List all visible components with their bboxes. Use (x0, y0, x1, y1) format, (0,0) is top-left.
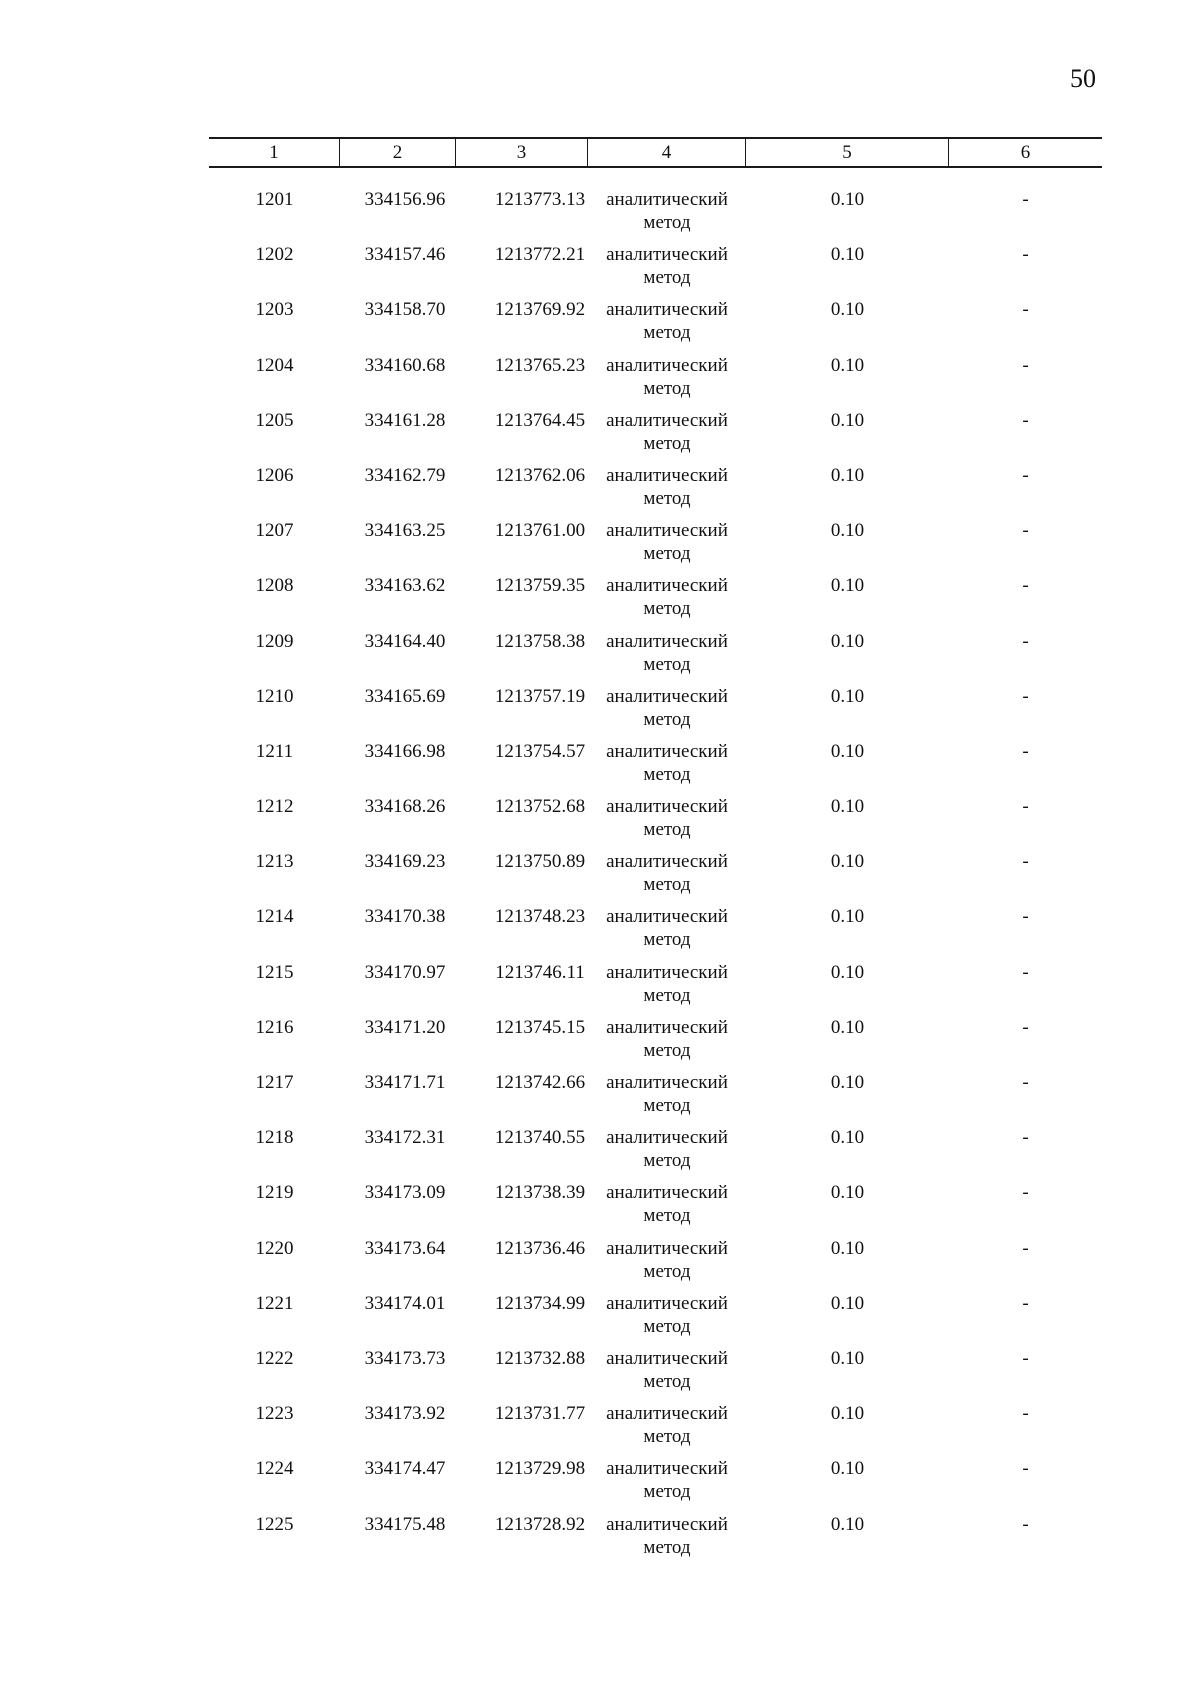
method-line-2: метод (643, 1370, 691, 1392)
method-line-2: метод (643, 819, 691, 841)
coordinate-x: 334171.71 (364, 1072, 446, 1093)
point-number: 1225 (255, 1513, 294, 1535)
description-value: - (1022, 796, 1029, 818)
accuracy-value: 0.10 (830, 1182, 865, 1204)
column-header-1: 1 (209, 139, 340, 166)
method-line-2: метод (643, 377, 691, 399)
coordinate-x: 334173.92 (364, 1403, 446, 1425)
description-value: - (1022, 575, 1029, 597)
table-row (209, 243, 1102, 298)
method-line-1: аналитический (606, 851, 728, 873)
column-header-2: 2 (340, 139, 456, 166)
description-value: - (1022, 630, 1029, 652)
method-line-2: метод (643, 322, 691, 344)
method-line-1: аналитический (606, 1016, 728, 1038)
description-value: - (1022, 244, 1029, 266)
table-row (209, 188, 1102, 243)
coordinate-x: 334156.96 (364, 189, 446, 210)
method-cell (588, 1071, 746, 1117)
method-cell (588, 519, 746, 565)
method-line-2: метод (643, 763, 691, 785)
method-line-1: аналитический (606, 1182, 728, 1204)
coordinate-x: 334161.28 (364, 409, 446, 431)
method-cell (588, 1292, 746, 1338)
point-number: 1215 (255, 961, 294, 983)
point-number: 1210 (255, 685, 294, 707)
point-number: 1211 (255, 740, 294, 762)
table-row (209, 1292, 1102, 1347)
point-number: 1217 (255, 1072, 294, 1093)
description-value: - (1022, 1403, 1029, 1425)
coordinate-y: 1213746.11 (495, 961, 585, 983)
point-number: 1218 (255, 1127, 294, 1149)
table-row (209, 1513, 1102, 1568)
method-line-1: аналитический (606, 1127, 728, 1149)
method-cell (588, 574, 746, 620)
description-value: - (1022, 1347, 1029, 1369)
coordinate-x: 334170.38 (364, 906, 446, 928)
coordinate-y: 1213745.15 (494, 1016, 586, 1038)
method-line-2: метод (643, 1481, 691, 1503)
method-line-2: метод (643, 1039, 691, 1061)
accuracy-value: 0.10 (830, 189, 865, 210)
coordinate-y: 1213736.46 (494, 1237, 586, 1259)
coordinate-x: 334166.98 (364, 740, 446, 762)
accuracy-value: 0.10 (830, 244, 865, 266)
coordinate-x: 334164.40 (364, 630, 446, 652)
method-line-2: метод (643, 432, 691, 454)
description-value: - (1022, 1458, 1029, 1480)
method-cell (588, 740, 746, 786)
description-value: - (1022, 1016, 1029, 1038)
table-row (209, 1402, 1102, 1457)
coordinate-y: 1213773.13 (494, 189, 586, 210)
description-value: - (1022, 740, 1029, 762)
method-cell (588, 243, 746, 289)
description-value: - (1022, 685, 1029, 707)
coordinate-x: 334162.79 (364, 464, 446, 486)
table-row (209, 1071, 1102, 1126)
method-line-2: метод (643, 1095, 691, 1116)
table-row (209, 1237, 1102, 1292)
method-cell (588, 1181, 746, 1227)
accuracy-value: 0.10 (830, 740, 865, 762)
coordinate-y: 1213754.57 (494, 740, 586, 762)
method-line-2: метод (643, 1426, 691, 1448)
coordinate-x: 334174.47 (364, 1458, 446, 1480)
table-row (209, 905, 1102, 960)
point-number: 1202 (255, 244, 294, 266)
point-number: 1208 (255, 575, 294, 597)
description-value: - (1022, 409, 1029, 431)
coordinate-x: 334163.62 (364, 575, 446, 597)
point-number: 1207 (255, 520, 294, 542)
table-row (209, 409, 1102, 464)
table-row (209, 464, 1102, 519)
table-row (209, 1457, 1102, 1512)
coordinate-y: 1213764.45 (494, 409, 586, 431)
coordinate-y: 1213752.68 (494, 796, 586, 818)
method-line-1: аналитический (606, 244, 728, 266)
column-header-5: 5 (746, 139, 949, 166)
accuracy-value: 0.10 (830, 685, 865, 707)
accuracy-value: 0.10 (830, 575, 865, 597)
point-number: 1213 (255, 851, 294, 873)
point-number: 1203 (255, 299, 294, 321)
coordinate-x: 334173.73 (364, 1347, 446, 1369)
accuracy-value: 0.10 (830, 1016, 865, 1038)
point-number: 1214 (255, 906, 294, 928)
method-line-1: аналитический (606, 1403, 728, 1425)
coordinate-y: 1213761.00 (494, 520, 586, 542)
point-number: 1209 (255, 630, 294, 652)
coordinate-x: 334174.01 (364, 1292, 446, 1314)
method-line-1: аналитический (606, 740, 728, 762)
coordinate-x: 334169.23 (364, 851, 446, 873)
method-line-2: метод (643, 708, 691, 730)
method-line-2: метод (643, 929, 691, 951)
table-row (209, 630, 1102, 685)
description-value: - (1022, 1182, 1029, 1204)
coordinate-x: 334160.68 (364, 354, 446, 376)
table-row (209, 1126, 1102, 1181)
point-number: 1216 (255, 1016, 294, 1038)
method-cell (588, 795, 746, 841)
coordinate-y: 1213728.92 (494, 1513, 586, 1535)
method-line-2: метод (643, 1260, 691, 1282)
table-row (209, 685, 1102, 740)
point-number: 1221 (255, 1292, 294, 1314)
accuracy-value: 0.10 (830, 1292, 865, 1314)
method-line-2: метод (643, 267, 691, 289)
method-line-2: метод (643, 1315, 691, 1337)
method-line-2: метод (643, 543, 691, 565)
method-line-2: метод (643, 874, 691, 896)
page-number: 50 (1070, 64, 1096, 93)
coordinate-y: 1213732.88 (494, 1347, 586, 1369)
method-cell (588, 1347, 746, 1393)
table-row (209, 1181, 1102, 1236)
coordinates-table (209, 137, 1102, 1558)
column-header-4: 4 (588, 139, 746, 166)
method-line-1: аналитический (606, 1072, 728, 1093)
description-value: - (1022, 1513, 1029, 1535)
method-line-1: аналитический (606, 796, 728, 818)
point-number: 1219 (255, 1182, 294, 1204)
description-value: - (1022, 520, 1029, 542)
method-line-1: аналитический (606, 1513, 728, 1535)
method-line-1: аналитический (606, 189, 728, 210)
method-line-1: аналитический (606, 520, 728, 542)
coordinate-x: 334173.09 (364, 1182, 446, 1204)
method-line-1: аналитический (606, 299, 728, 321)
accuracy-value: 0.10 (830, 1127, 865, 1149)
method-cell (588, 630, 746, 676)
accuracy-value: 0.10 (830, 1513, 865, 1535)
point-number: 1201 (255, 189, 294, 210)
method-line-1: аналитический (606, 685, 728, 707)
table-row (209, 740, 1102, 795)
coordinate-x: 334175.48 (364, 1513, 446, 1535)
coordinate-y: 1213750.89 (494, 851, 586, 873)
method-line-1: аналитический (606, 464, 728, 486)
coordinate-y: 1213742.66 (494, 1072, 586, 1093)
description-value: - (1022, 1237, 1029, 1259)
method-line-2: метод (643, 212, 691, 233)
method-line-2: метод (643, 1205, 691, 1227)
description-value: - (1022, 354, 1029, 376)
accuracy-value: 0.10 (830, 299, 865, 321)
column-header-3: 3 (456, 139, 588, 166)
point-number: 1204 (255, 354, 294, 376)
accuracy-value: 0.10 (830, 906, 865, 928)
coordinate-y: 1213738.39 (494, 1182, 586, 1204)
method-cell (588, 850, 746, 896)
method-cell (588, 1457, 746, 1503)
point-number: 1212 (255, 796, 294, 818)
description-value: - (1022, 1072, 1029, 1093)
method-line-2: метод (643, 653, 691, 675)
method-cell (588, 961, 746, 1007)
description-value: - (1022, 189, 1029, 210)
description-value: - (1022, 851, 1029, 873)
coordinate-x: 334168.26 (364, 796, 446, 818)
table-row (209, 1016, 1102, 1071)
coordinate-y: 1213734.99 (494, 1292, 586, 1314)
method-line-1: аналитический (606, 1458, 728, 1480)
method-cell (588, 1016, 746, 1062)
table-row (209, 795, 1102, 850)
method-cell (588, 188, 746, 234)
coordinate-y: 1213765.23 (494, 354, 586, 376)
coordinate-x: 334171.20 (364, 1016, 446, 1038)
method-line-1: аналитический (606, 1237, 728, 1259)
method-cell (588, 685, 746, 731)
coordinate-x: 334165.69 (364, 685, 446, 707)
table-row (209, 961, 1102, 1016)
method-line-2: метод (643, 984, 691, 1006)
point-number: 1224 (255, 1458, 294, 1480)
coordinate-y: 1213731.77 (494, 1403, 586, 1425)
coordinate-x: 334163.25 (364, 520, 446, 542)
coordinate-y: 1213729.98 (494, 1458, 586, 1480)
description-value: - (1022, 961, 1029, 983)
method-line-1: аналитический (606, 575, 728, 597)
coordinate-x: 334173.64 (364, 1237, 446, 1259)
table-body (209, 188, 1102, 1568)
description-value: - (1022, 1292, 1029, 1314)
accuracy-value: 0.10 (830, 796, 865, 818)
method-cell (588, 1126, 746, 1172)
table-row (209, 574, 1102, 629)
accuracy-value: 0.10 (830, 1347, 865, 1369)
coordinate-y: 1213772.21 (494, 244, 586, 266)
accuracy-value: 0.10 (830, 851, 865, 873)
method-cell (588, 1513, 746, 1559)
accuracy-value: 0.10 (830, 1072, 865, 1093)
method-line-2: метод (643, 598, 691, 620)
table-row (209, 850, 1102, 905)
method-cell (588, 409, 746, 455)
coordinate-y: 1213748.23 (494, 906, 586, 928)
point-number: 1205 (255, 409, 294, 431)
table-header-row (209, 137, 1102, 168)
table-row (209, 1347, 1102, 1402)
method-line-2: метод (643, 487, 691, 509)
method-cell (588, 1402, 746, 1448)
point-number: 1206 (255, 464, 294, 486)
method-line-2: метод (643, 1150, 691, 1172)
point-number: 1220 (255, 1237, 294, 1259)
point-number: 1222 (255, 1347, 294, 1369)
description-value: - (1022, 906, 1029, 928)
method-cell (588, 354, 746, 400)
method-line-1: аналитический (606, 409, 728, 431)
method-line-1: аналитический (606, 1292, 728, 1314)
table-row (209, 354, 1102, 409)
method-line-1: аналитический (606, 1347, 728, 1369)
description-value: - (1022, 464, 1029, 486)
accuracy-value: 0.10 (830, 1403, 865, 1425)
coordinate-x: 334170.97 (364, 961, 446, 983)
accuracy-value: 0.10 (830, 409, 865, 431)
method-line-1: аналитический (606, 906, 728, 928)
column-header-6: 6 (1020, 142, 1031, 163)
accuracy-value: 0.10 (830, 354, 865, 376)
method-line-1: аналитический (606, 354, 728, 376)
description-value: - (1022, 299, 1029, 321)
coordinate-y: 1213757.19 (494, 685, 586, 707)
accuracy-value: 0.10 (830, 1458, 865, 1480)
coordinate-y: 1213758.38 (494, 630, 586, 652)
coordinate-y: 1213762.06 (494, 464, 586, 486)
method-line-1: аналитический (606, 961, 728, 983)
method-line-2: метод (643, 1536, 691, 1558)
accuracy-value: 0.10 (830, 1237, 865, 1259)
table-row (209, 298, 1102, 353)
method-cell (588, 1237, 746, 1283)
method-cell (588, 464, 746, 510)
accuracy-value: 0.10 (830, 520, 865, 542)
coordinate-y: 1213769.92 (494, 299, 586, 321)
method-cell (588, 905, 746, 951)
coordinate-x: 334158.70 (364, 299, 446, 321)
accuracy-value: 0.10 (830, 961, 865, 983)
accuracy-value: 0.10 (830, 630, 865, 652)
description-value: - (1022, 1127, 1029, 1149)
coordinate-y: 1213759.35 (494, 575, 586, 597)
method-line-1: аналитический (606, 630, 728, 652)
coordinate-y: 1213740.55 (494, 1127, 586, 1149)
coordinate-x: 334157.46 (364, 244, 446, 266)
coordinate-x: 334172.31 (364, 1127, 446, 1149)
table-row (209, 519, 1102, 574)
accuracy-value: 0.10 (830, 464, 865, 486)
point-number: 1223 (255, 1403, 294, 1425)
method-cell (588, 298, 746, 344)
